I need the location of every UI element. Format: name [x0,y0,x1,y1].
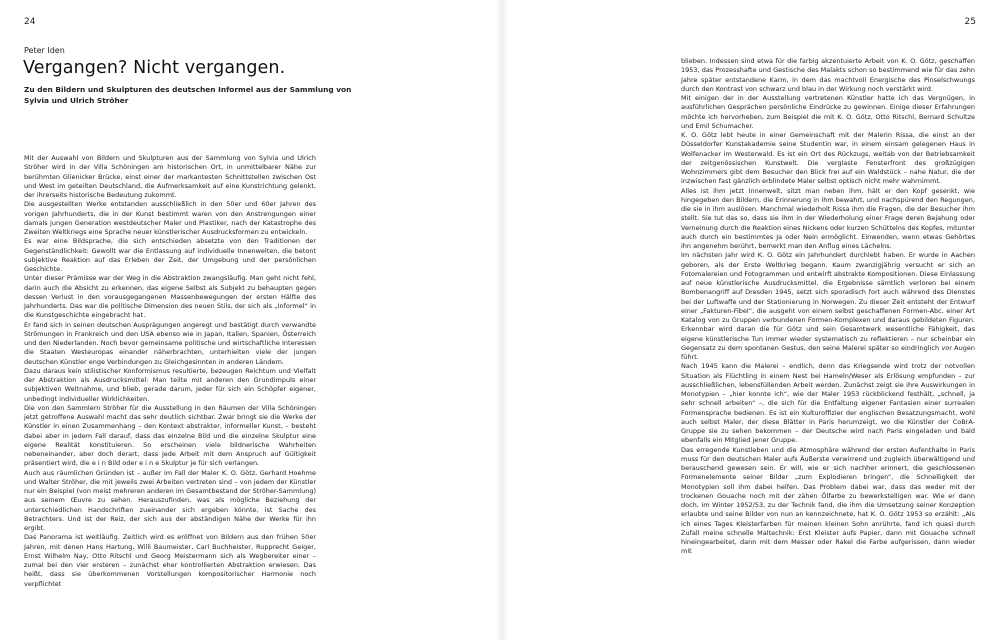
page-number: 24 [24,17,36,27]
paragraph: Mit der Auswahl von Bildern und Skulpturen aus der Sammlung von Sylvia und Ulrich Ströher wird in der Villa Schöningen am historischen Ort, in unmittelbarer Nähe zur berühmten Glienicker Brücke, einst einer der markantesten Schnittstellen zwischen Ost und West im geteilten Deutschland, die Aufmerksamkeit auf eine Kunstrichtung gelenkt, der ihrerseits historische Bedeutung zukommt. [24,154,316,199]
article-title: Vergangen? Nicht vergangen. [23,58,286,78]
paragraph: Das Panorama ist weitläufig. Zeitlich wird es eröffnet von Bildern aus den frühen 50er Jahren, mit denen Hans Hartung, Willi Baumeister, Carl Buchheister, Rupprecht Geiger, Ernst Wilhelm Nay, Otto Ritschl und Georg Meistermann sich als Wegbereiter einer – zumal bei den vier ersteren – zunächst eher kontrollierten Abstraktion erwiesen. Das heißt, dass sie überkommenen Vorstellungen kompositorischer Harmonie noch verpflichtet [24,533,316,588]
paragraph: Nach 1945 kann die Malerei – endlich, denn das Kriegsende wird trotz der notvollen Situation als Flüchtling in einem Nest bei Hameln/Weser als Erlösung empfunden – zur ausschließlichen, lebensfüllenden Arbeit werden. Zunächst zeigt sie ihre Auswirkungen in Monotypien – „hier konnte ich“, wie der Maler 1953 rückblickend festhält, „schnell, ja sehr schnell arbeiten“ –, die sich für die Entfaltung eigener Fantasien einer surrealen Formensprache bedienen. Es ist ein Kulturoffizier der englischen Besatzungsmacht, wohl auch selbst Maler, der diese Blätter in Paris herumzeigt, wo die Künstler der CoBrA-Gruppe sie zu sehen bekommen – der Deutsche wird nach Paris eingeladen und bald ebenfalls ein Mitglied jener Gruppe. [681,362,975,445]
paragraph: Er fand sich in seinen deutschen Ausprägungen angeregt und bestätigt durch verwandte Strömungen in Frankreich und den USA ebenso wie in Japan, Italien, Spanien, Österreich und den Niederlanden. Noch bevor gemeinsame politische und wirtschaftliche Interessen die Staaten Westeuropas einander näherbrachten, unterhielten viele der jungen deutschen Künstler enge Verbindungen zu Gleichgesinnten in anderen Ländern. [24,320,316,366]
page-number: 25 [964,17,976,27]
paragraph: K. O. Götz lebt heute in einer Gemeinschaft mit der Malerin Rissa, die einst an der Düsseldorfer Kunstakademie seine Studentin war, in einem einsam gelegenen Haus in Wolfenacker im Westerwald. Es ist ein Ort des Rückzugs, weitab von der Betriebsamkeit der zeitgenössischen Kunstwelt. Die verglaste Fensterfront des großzügigen Wohnzimmers gibt dem Besucher den Blick frei auf ein Waldstück – nahe Natur, die der inzwischen fast gänzlich erblindete Maler selbst optisch nicht mehr wahrnimmt. [681,131,975,186]
left-page [0,0,492,640]
left-body-text [24,154,316,589]
paragraph: Es war eine Bildsprache, die sich entschieden absetzte von den Traditionen der Gegenständlichkeit: Gewollt war die Entlassung auf individuelle Innenwelten, die betont subjektive Reaktion auf das Erleben der Zeit, der Umgebung und der persönlichen Geschichte. [24,237,316,273]
paragraph: Mit einigen der in der Ausstellung vertretenen Künstler hatte ich das Vergnügen, in ausführlichen Gesprächen persönliche Eindrücke zu gewinnen. Einige dieser Erfahrungen möchte ich hervorheben, zum Beispiel die mit K. O. Götz, Otto Ritschl, Bernard Schultze und Emil Schumacher. [681,94,975,130]
paragraph: Alles ist ihm jetzt Innenwelt, sitzt man neben ihm, hält er den Kopf gesenkt, wie hingegeben den Bildern, die Erinnerung in ihm bewahrt, und nachspürend den Regungen, die sie in ihm auslösen. Manchmal wiederholt Rissa ihm die Fragen, die der Besucher ihm stellt. Sie tut das so, dass sie ihm in der Wiederholung einer Frage deren Bejahung oder Verneinung durch die Reaktion eines Nickens oder kurzen Schüttelns des Kopfes, mitunter auch durch ein bestimmtes Ja oder Nein ermöglicht. Einwenden, wenn etwas Gehörtes ihn angenehm berührt, bemerkt man den Anflug eines Lächelns. [681,186,975,250]
paragraph: Im nächsten Jahr wird K. O. Götz ein Jahrhundert durchlebt haben. Er wurde in Aachen geboren, als der Erste Weltkrieg begann. Kaum zwanzigjährig versucht er sich an Fotomalereien und Fotogrammen und entwirft abstrakte Kompositionen. Diese Einlassung auf neue künstlerische Ausdrucksmittel, die Ergebnisse sämtlich verloren bei einem Bombenangriff auf Dresden 1945, setzt sich sporadisch fort auch während des Dienstes bei der Luftwaffe und der Stationierung in Norwegen. Zu dieser Zeit entsteht der Entwurf einer „Fakturen-Fibel“, die ausgeht von einem selbst geschaffenen Formen-Abc, einer Art Katalog von zu Gruppen verbundenen Formen-Komplexen und daraus gebildeten Figuren. Erkennbar wird daran die für Götz und sein Gesamtwerk wesentliche Fähigkeit, das eigene künstlerische Tun immer wieder systematisch zu reflektieren – nur scheinbar ein Gegensatz zu dem spontanen Gestus, den seine Malerei später so eindringlich vor Augen führt. [681,251,975,361]
author-name: Peter Iden [24,46,65,55]
article-subtitle: Zu den Bildern und Skulpturen des deutschen Informel aus der Sammlung von Sylvia und Ulrich Ströher [24,85,352,105]
paragraph: Auch aus räumlichen Gründen ist – außer im Fall der Maler K. O. Götz, Gerhard Hoehme und Walter Ströher, die mit jeweils zwei Arbeiten vertreten sind – von jedem der Künstler nur ein Beispiel (von meist mehreren anderen im Gesamtbestand der Ströher-Sammlung) aus seinem Œuvre zu sehen. Herauszufinden, was als mögliche Beziehung der unterschiedlichen Handschriften zueinander sich ergeben könnte, ist Sache des Betrachters. Und ist der Reiz, der sich aus der abständigen Nähe der Werke für ihn ergibt. [24,468,316,532]
paragraph: blieben. Indessen sind etwa für die farbig akzentuierte Arbeit von K. O. Götz, geschaffen 1953, das Prozesshafte und Gestische des Malakts schon so bestimmend wie für das zehn Jahre später entstandene Karm, in dem das machtvoll Energische des Pinselschwungs durch den Kontrast von schwarz und blau in der Wirkung noch verstärkt wird. [681,57,975,93]
paragraph: Das erregende Kunstleben und die Atmosphäre während der ersten Aufenthalte in Paris muss für den deutschen Maler aufs Äußerste verwirrend und zugleich überwältigend und berauschend gewesen sein. Er will, wie er sich nachher erinnert, die geschlossenen Formenelemente seiner Bilder „zum Explodieren bringen“, die Schnelligkeit der Monotypien soll ihm dabei helfen. Das Problem dabei war, dass das weder mit der trockenen Gouache noch mit der zähen Ölfarbe zu bewerkstelligen war. Wie er dann doch, im Winter 1952/53, zu der Technik fand, die ihm die Umsetzung seiner Konzeption erlaubte und seine Bilder von nun an kennzeichnete, hat K. O. Götz 1953 so erzählt: „Als ich eines Tages Kleisterfarben für meinen kleinen Sohn anrührte, fand ich quasi durch Zufall meine schnelle Maltechnik: Erst Kleister aufs Papier, dann mit Gouache schnell hineingearbeitet, dann mit dem Messer oder Rakel die Farbe aufgerissen, dann wieder mit [681,445,975,556]
paragraph: Die von den Sammlern Ströher für die Ausstellung in den Räumen der Villa Schöningen jetzt getroffene Auswahl macht das sehr deutlich sichtbar. Zwar bringt sie die Werke der Künstler in einen Zusammenhang – den Kontext abstrakter, informeller Kunst, – besteht dabei aber in jedem Fall darauf, dass das einzelne Bild und die einzelne Skulptur eine eigene Realität konstituieren. So erscheinen viele bildnerische Wahrheiten nebeneinander, aber doch derart, dass jede Arbeit mit dem Anspruch auf Gültigkeit präsentiert wird, die e i n Bild oder e i n e Skulptur je für sich verlangen. [24,403,316,468]
right-page [508,0,1000,640]
paragraph: Unter dieser Prämisse war der Weg in die Abstraktion zwangsläufig. Man geht nicht fehl, darin auch die Absicht zu erkennen, das eigene Selbst als Subjekt zu behaupten gegen dessen Verlust in den vorausgegangenen Massenbewegungen der ersten Hälfte des Jahrhunderts. Das war die politische Dimension des neuen Stils, der sich als „Informel“ in die Kunstgeschichte eingebracht hat. [24,274,316,320]
right-body-text [681,57,975,557]
paragraph: Die ausgestellten Werke entstanden ausschließlich in den 50er und 60er Jahren des vorigen Jahrhunderts, die in der Kunst bestimmt waren von den Anstrengungen einer damals jungen Generation westdeutscher Maler und Plastiker, nach der Katastrophe des Zweiten Weltkriegs eine Sprache neuer künstlerischer Ausdrucksformen zu entwickeln. [24,200,316,236]
book-gutter [496,0,508,640]
paragraph: Dazu daraus kein stilistischer Konformismus resultierte, bezeugen Reichtum und Vielfalt der Abstraktion als Ausdrucksmittel: Man teilte mit anderen den Grundimpuls einer subjektiven Weltnahme, und blieb, gerade darum, jeder für sich ein Schöpfer eigener, unbedingt individueller Wirklichkeiten. [24,366,316,403]
